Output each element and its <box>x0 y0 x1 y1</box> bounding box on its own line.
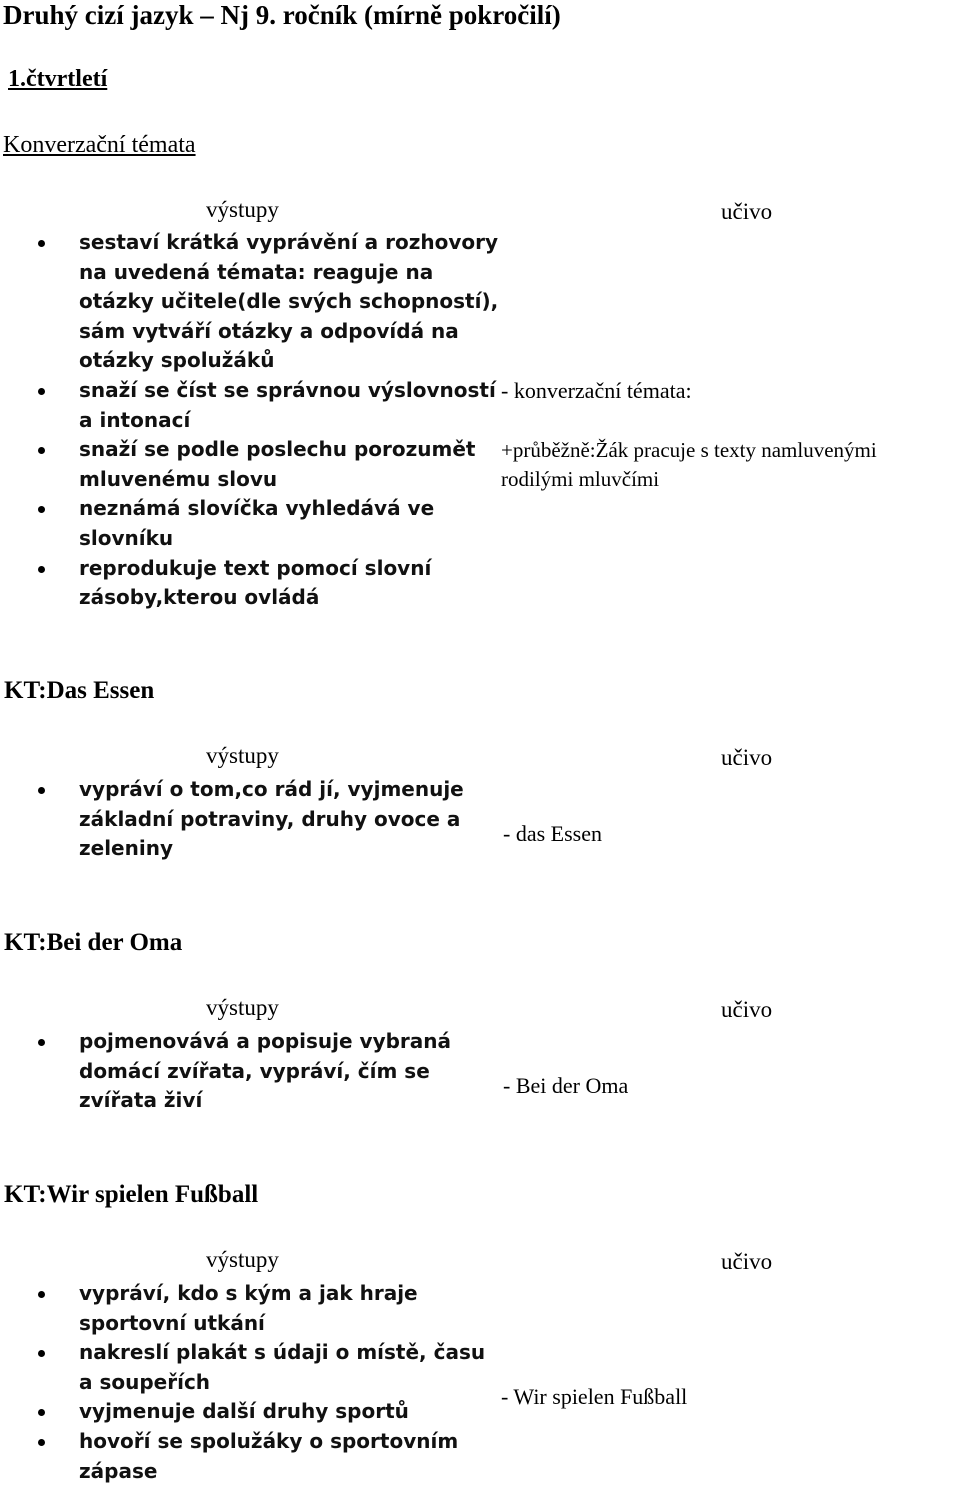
column-header-content: učivo <box>721 997 773 1022</box>
outcome-text: vypráví, kdo s kým a jak hraje sportovní utkání <box>79 1281 418 1335</box>
content-text: - konverzační témata: <box>501 378 692 403</box>
content-text: +průběžně:Žák pracuje s texty namluvenými <box>501 438 877 462</box>
column-header-outcomes: výstupy <box>206 1247 279 1272</box>
list-item <box>0 554 505 613</box>
column-header-content: učivo <box>721 745 773 770</box>
list-item <box>0 1027 470 1116</box>
bullet-icon <box>38 388 45 395</box>
list-item <box>0 1397 500 1427</box>
bullet-icon <box>38 240 45 247</box>
content-text: - das Essen <box>503 821 602 846</box>
list-item <box>0 1427 500 1486</box>
section-heading: KT:Wir spielen Fußball <box>4 1181 259 1208</box>
list-item <box>0 494 505 553</box>
list-item <box>0 1338 500 1397</box>
bullet-icon <box>38 787 45 794</box>
content-text: - Bei der Oma <box>503 1073 629 1098</box>
outcome-text: hovoří se spolužáky o sportovním zápase <box>79 1428 459 1483</box>
list-item <box>0 228 505 376</box>
outcome-text: snaží se číst se správnou výslovností a intonací <box>79 377 496 432</box>
bullet-icon <box>38 1409 45 1416</box>
bullet-icon <box>38 506 45 513</box>
column-header-outcomes: výstupy <box>206 743 279 768</box>
outcome-text: pojmenovává a popisuje vybraná domácí zvířata, vypráví, čím se zvířata živí <box>79 1029 452 1113</box>
outcomes-list <box>0 775 480 864</box>
content-text: - Wir spielen Fußball <box>501 1384 688 1409</box>
outcome-text: reprodukuje text pomocí slovní zásoby,kterou ovládá <box>79 555 432 610</box>
column-header-content: učivo <box>721 1249 773 1274</box>
bullet-icon <box>38 1291 45 1298</box>
content-text: rodilými mluvčími <box>501 467 660 491</box>
list-item <box>0 1279 500 1338</box>
bullet-icon <box>38 1439 45 1446</box>
outcome-text: vyjmenuje další druhy sportů <box>79 1399 409 1424</box>
section-heading: KT:Bei der Oma <box>4 929 183 956</box>
topic-heading: Konverzační témata <box>3 132 196 158</box>
document-title: Druhý cizí jazyk – Nj 9. ročník (mírně pokročilí) <box>3 0 561 30</box>
list-item <box>0 435 505 494</box>
bullet-icon <box>38 566 45 573</box>
column-header-outcomes: výstupy <box>206 197 279 222</box>
outcome-text: snaží se podle poslechu porozumět mluvenému slovu <box>79 437 476 491</box>
outcomes-list <box>0 1027 470 1116</box>
outcomes-list <box>0 228 505 613</box>
section-heading: KT:Das Essen <box>4 677 155 704</box>
outcome-text: neznámá slovíčka vyhledává ve slovníku <box>79 496 435 550</box>
list-item <box>0 376 505 435</box>
list-item <box>0 775 480 864</box>
column-header-outcomes: výstupy <box>206 995 279 1020</box>
outcomes-list <box>0 1279 500 1486</box>
column-header-content: učivo <box>721 199 773 224</box>
bullet-icon <box>38 1350 45 1357</box>
quarter-heading: 1.čtvrtletí <box>8 66 108 92</box>
outcome-text: sestaví krátká vyprávění a rozhovory na uvedená témata: reaguje na otázky učitele(dle svých schopností), sám vytváří otázky a odpovídá na otázky spolužáků <box>79 230 499 373</box>
outcome-text: vypráví o tom,co rád jí, vyjmenuje základní potraviny, druhy ovoce a zeleniny <box>79 777 464 861</box>
outcome-text: nakreslí plakát s údaji o místě, času a soupeřích <box>79 1340 486 1394</box>
bullet-icon <box>38 1039 45 1046</box>
bullet-icon <box>38 447 45 454</box>
